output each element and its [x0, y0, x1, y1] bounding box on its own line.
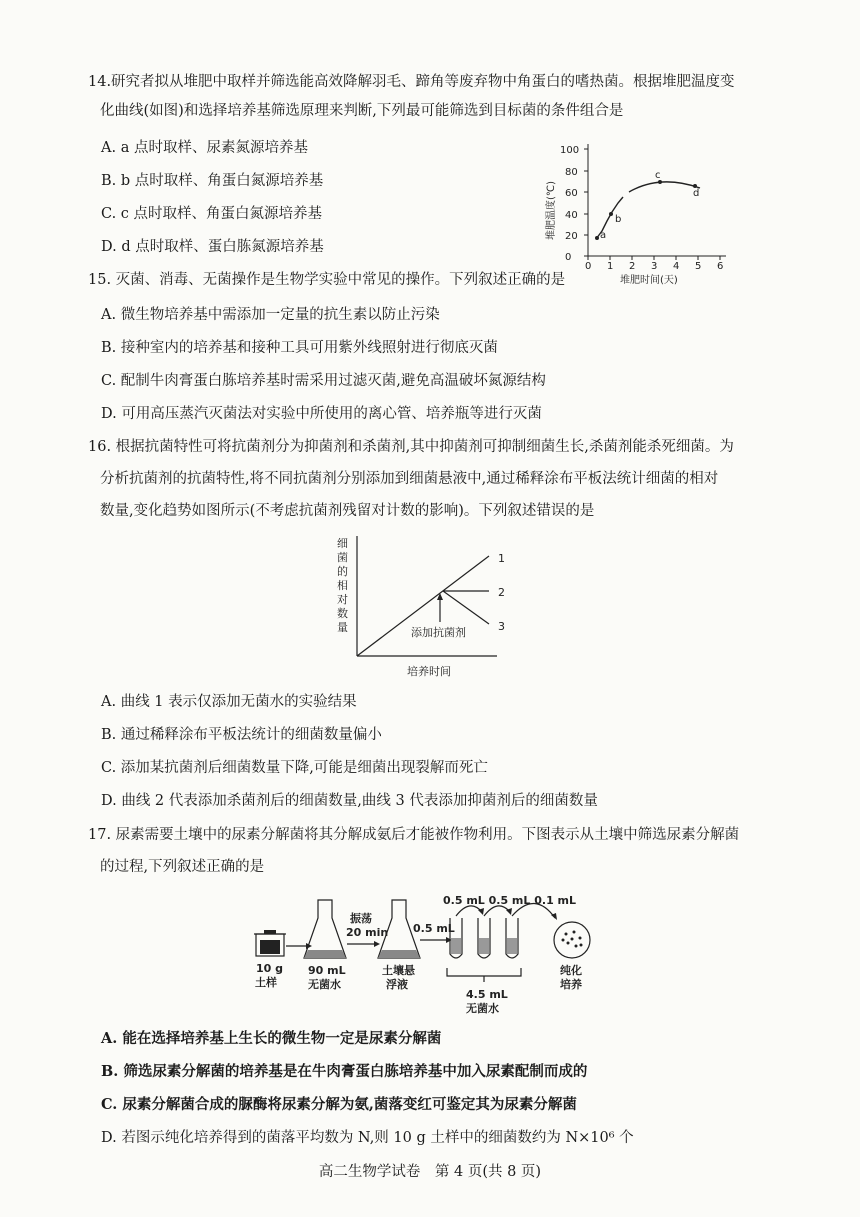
q16-stem-line1: 16. 根据抗菌特性可将抗菌剂分为抑菌剂和杀菌剂,其中抑菌剂可抑制细菌生长,杀菌剂能杀死细菌。为 — [88, 439, 734, 455]
q17-option-c: C. 尿素分解菌合成的脲酶将尿素分解为氨,菌落变红可鉴定其为尿素分解菌 — [101, 1096, 577, 1113]
q16-ylabel-char: 量 — [337, 621, 348, 634]
q14-xtick-labels — [585, 261, 723, 272]
q14-ytick-60: 60 — [565, 188, 578, 199]
q14-xtick-5: 5 — [695, 261, 702, 272]
q16-option-b: B. 通过稀释涂布平板法统计的细菌数量偏小 — [101, 727, 382, 743]
q16-option-a: A. 曲线 1 表示仅添加无菌水的实验结果 — [101, 694, 357, 710]
q14-point-a-marker — [595, 236, 599, 240]
q14-xtick-1: 1 — [607, 261, 614, 272]
soil-suspension-label: 土壤悬 — [382, 964, 415, 977]
q16-stem-line2: 分析抗菌剂的抗菌特性,将不同抗菌剂分别添加到细菌悬液中,通过稀释涂布平板法统计细菌的相对 — [100, 471, 719, 487]
q14-ytick-100: 100 — [560, 145, 580, 156]
q14-xtick-6: 6 — [717, 261, 724, 272]
q14-chart-ylabel: 堆肥温度(℃) — [546, 180, 557, 240]
q17-option-a: A. 能在选择培养基上生长的微生物一定是尿素分解菌 — [101, 1030, 442, 1047]
q14-ytick-labels — [560, 145, 579, 263]
q14-option-a: A. a 点时取样、尿素氮源培养基 — [101, 140, 308, 156]
q14-stem-line2: 化曲线(如图)和选择培养基筛选原理来判断,下列最可能筛选到目标菌的条件组合是 — [100, 103, 624, 119]
curve-3-line — [443, 591, 489, 624]
q14-ytick-80: 80 — [565, 167, 578, 178]
q16-option-c: C. 添加某抗菌剂后细菌数量下降,可能是细菌出现裂解而死亡 — [101, 760, 488, 776]
q15-option-b: B. 接种室内的培养基和接种工具可用紫外线照射进行彻底灭菌 — [101, 340, 498, 356]
curve-1-line — [357, 556, 489, 656]
q14-ytick-0: 0 — [565, 252, 572, 263]
culture-label: 培养 — [560, 978, 582, 991]
sterile-water-label: 无菌水 — [308, 978, 341, 991]
purify-label: 纯化 — [560, 964, 582, 977]
compost-temperature-chart — [540, 138, 740, 288]
q14-xtick-3: 3 — [651, 261, 658, 272]
q17-option-d: D. 若图示纯化培养得到的菌落平均数为 N,则 10 g 土样中的细菌数约为 N×10⁶ 个 — [101, 1130, 634, 1146]
q14-stem-line1: 14.研究者拟从堆肥中取样并筛选能高效降解羽毛、蹄角等废弃物中角蛋白的嗜热菌。根据堆肥温度变 — [88, 74, 735, 90]
flask-1-icon — [304, 900, 346, 958]
q16-ylabel-char: 菌 — [337, 551, 348, 564]
tube-sterile-water-label: 无菌水 — [466, 1002, 499, 1015]
suspension-label: 浮液 — [386, 978, 408, 991]
curve-3-label: 3 — [498, 620, 505, 633]
curve-1-label: 1 — [498, 552, 505, 565]
q14-point-c: c — [655, 170, 661, 181]
curve-2-label: 2 — [498, 586, 505, 599]
q14-option-d: D. d 点时取样、蛋白胨氮源培养基 — [101, 239, 324, 255]
q14-point-d: d — [693, 188, 700, 199]
q17-stem-line1: 17. 尿素需要土壤中的尿素分解菌将其分解成氨后才能被作物利用。下图表示从土壤中筛选尿素分解菌 — [88, 827, 740, 843]
q14-xtick-4: 4 — [673, 261, 680, 272]
q14-point-b: b — [615, 214, 622, 225]
q17-option-b: B. 筛选尿素分解菌的培养基是在牛肉膏蛋白胨培养基中加入尿素配制而成的 — [101, 1063, 588, 1080]
q14-ytick-40: 40 — [565, 210, 578, 221]
transfer-volume-label: 0.5 mL — [413, 922, 455, 935]
q14-chart-xlabel: 堆肥时间(天) — [620, 275, 678, 286]
bacteria-count-chart — [335, 532, 525, 682]
q16-ylabel-char: 的 — [337, 565, 348, 578]
q16-chart-ylabel — [337, 537, 348, 634]
q15-stem: 15. 灭菌、消毒、无菌操作是生物学实验中常见的操作。下列叙述正确的是 — [88, 272, 566, 288]
q14-xtick-2: 2 — [629, 261, 636, 272]
soil-sample-icon — [260, 940, 280, 954]
q15-option-c: C. 配制牛肉膏蛋白胨培养基时需采用过滤灭菌,避免高温破坏氮源结构 — [101, 373, 546, 389]
q14-point-b-marker — [609, 212, 613, 216]
q16-option-d: D. 曲线 2 代表添加杀菌剂后的细菌数量,曲线 3 代表添加抑菌剂后的细菌数量 — [101, 793, 598, 809]
q16-ylabel-char: 对 — [337, 593, 348, 606]
q17-stem-line2: 的过程,下列叙述正确的是 — [100, 859, 265, 875]
tube-water-volume-label: 4.5 mL — [466, 988, 508, 1001]
q14-xtick-0: 0 — [585, 261, 592, 272]
q14-option-c: C. c 点时取样、角蛋白氮源培养基 — [101, 206, 323, 222]
soil-amount-label: 10 g — [256, 962, 284, 975]
q16-chart-xlabel: 培养时间 — [407, 665, 451, 678]
q14-ytick-20: 20 — [565, 231, 578, 242]
shake-time-label: 20 min — [346, 926, 389, 939]
q16-stem-line3: 数量,变化趋势如图所示(不考虑抗菌剂残留对计数的影响)。下列叙述错误的是 — [100, 503, 595, 519]
page-footer: 高二生物学试卷 第 4 页(共 8 页) — [318, 1164, 542, 1180]
q16-ylabel-char: 细 — [337, 537, 348, 550]
q15-option-a: A. 微生物培养基中需添加一定量的抗生素以防止污染 — [101, 307, 440, 323]
soil-sample-label: 土样 — [255, 976, 277, 989]
q16-ylabel-char: 数 — [337, 607, 348, 620]
tube-transfer-volumes-label: 0.5 mL 0.5 mL 0.1 mL — [443, 894, 577, 907]
urea-bacteria-screening-diagram — [250, 888, 620, 1018]
q16-ylabel-char: 相 — [337, 579, 348, 592]
q14-option-b: B. b 点时取样、角蛋白氮源培养基 — [101, 173, 324, 189]
annotation-add-antibacterial: 添加抗菌剂 — [411, 626, 466, 639]
shake-label: 振荡 — [350, 912, 372, 925]
q15-option-d: D. 可用高压蒸汽灭菌法对实验中所使用的离心管、培养瓶等进行灭菌 — [101, 406, 542, 422]
q14-point-a: a — [600, 230, 607, 241]
water-volume-label: 90 mL — [308, 964, 346, 977]
